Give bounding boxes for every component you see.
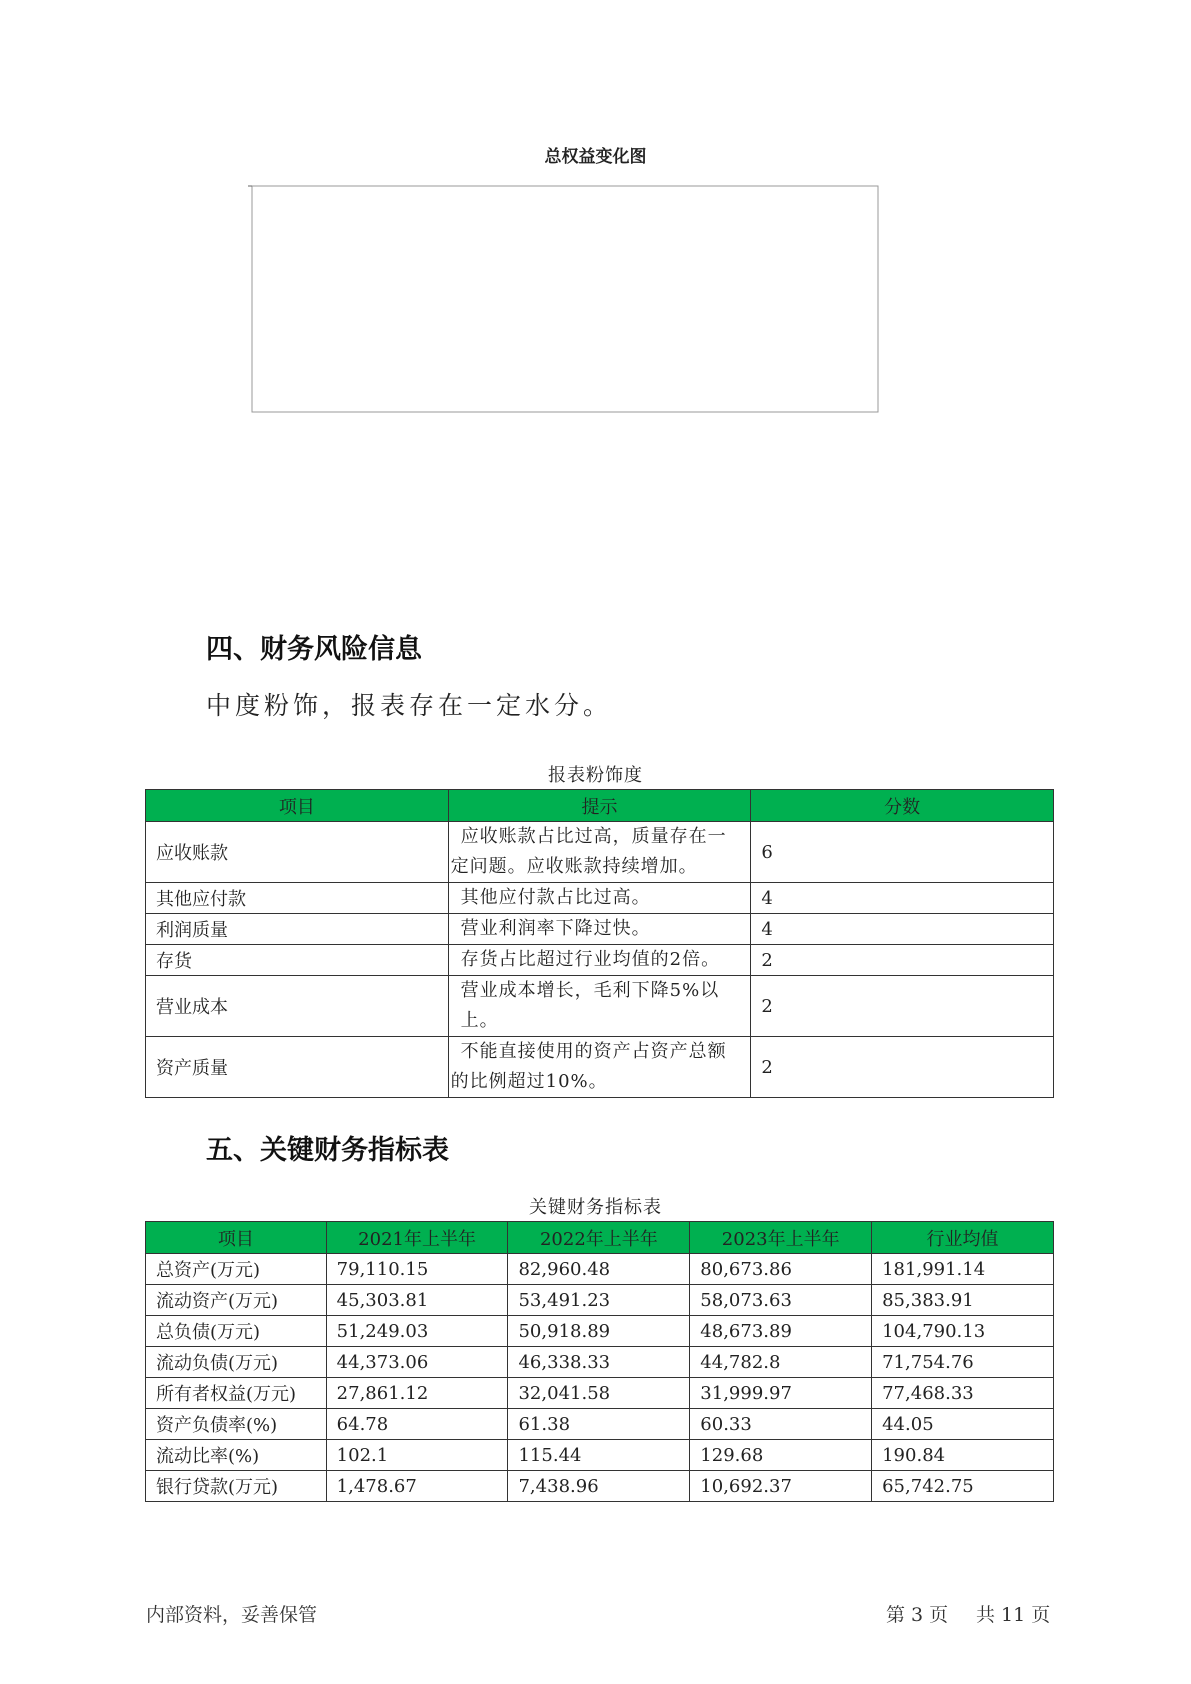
header-cell: 2022年上半年 (508, 1222, 690, 1254)
section4-heading: 四、财务风险信息 (206, 634, 422, 665)
indicator-value: 10,692.37 (690, 1471, 872, 1502)
risk-hint-line: 营业成本增长，毛利下降5%以上。 (460, 980, 720, 1031)
indicator-value: 190.84 (872, 1440, 1054, 1471)
section5-heading: 五、关键财务指标表 (206, 1135, 449, 1166)
indicator-name: 所有者权益(万元) (146, 1378, 327, 1409)
indicator-name: 流动比率(%) (146, 1440, 327, 1471)
table-row (146, 883, 1054, 914)
footer-page-number: 第 3 页 (886, 1604, 949, 1626)
indicator-value: 77,468.33 (872, 1378, 1054, 1409)
indicator-value: 80,673.86 (690, 1254, 872, 1285)
risk-hint-line: 存货占比超过行业均值的2倍。 (460, 949, 721, 970)
risk-item: 其他应付款 (146, 883, 449, 914)
indicator-value: 115.44 (508, 1440, 690, 1471)
risk-hint-line: 定问题。应收账款持续增加。 (450, 856, 698, 877)
indicator-table-caption: 关键财务指标表 (529, 1197, 662, 1218)
indicator-value: 71,754.76 (872, 1347, 1054, 1378)
indicator-value: 44,782.8 (690, 1347, 872, 1378)
footer-total-pages: 共 11 页 (976, 1604, 1051, 1626)
indicator-value: 31,999.97 (690, 1378, 872, 1409)
header-cell: 2023年上半年 (690, 1222, 872, 1254)
risk-item: 利润质量 (146, 914, 449, 945)
indicator-value: 50,918.89 (508, 1316, 690, 1347)
table-row (146, 945, 1054, 976)
table-row (146, 1316, 1054, 1347)
indicator-value: 104,790.13 (872, 1316, 1054, 1347)
footer-confidential: 内部资料，妥善保管 (146, 1604, 318, 1626)
indicator-value: 181,991.14 (872, 1254, 1054, 1285)
indicator-value: 64.78 (326, 1409, 508, 1440)
header-cell: 行业均值 (872, 1222, 1054, 1254)
header-cell: 分数 (751, 790, 1054, 822)
indicator-table-header (146, 1222, 1054, 1254)
risk-hint-line: 其他应付款占比过高。 (460, 887, 651, 908)
table-row (146, 976, 1054, 1037)
indicator-value: 60.33 (690, 1409, 872, 1440)
risk-table-caption: 报表粉饰度 (548, 765, 643, 786)
indicator-name: 总资产(万元) (146, 1254, 327, 1285)
risk-hint (448, 1037, 751, 1098)
header-cell: 2021年上半年 (326, 1222, 508, 1254)
indicator-value: 79,110.15 (326, 1254, 508, 1285)
indicator-value: 7,438.96 (508, 1471, 690, 1502)
indicator-table (145, 1221, 1054, 1502)
risk-item: 存货 (146, 945, 449, 976)
indicator-value: 32,041.58 (508, 1378, 690, 1409)
risk-hint-line: 不能直接使用的资产占资产总额 (460, 1041, 727, 1062)
indicator-value: 48,673.89 (690, 1316, 872, 1347)
risk-hint-line: 应收账款占比过高，质量存在一 (460, 826, 727, 847)
indicator-value: 44.05 (872, 1409, 1054, 1440)
risk-hint-line: 的比例超过10%。 (450, 1071, 608, 1092)
risk-score: 4 (751, 883, 1054, 914)
indicator-value: 46,338.33 (508, 1347, 690, 1378)
risk-hint (448, 976, 751, 1037)
risk-item: 资产质量 (146, 1037, 449, 1098)
chart-title: 总权益变化图 (544, 147, 647, 167)
equity-chart (170, 170, 1000, 590)
table-row (146, 1347, 1054, 1378)
risk-hint (448, 945, 751, 976)
indicator-value: 82,960.48 (508, 1254, 690, 1285)
header-cell: 提示 (448, 790, 751, 822)
risk-score: 4 (751, 914, 1054, 945)
indicator-name: 银行贷款(万元) (146, 1471, 327, 1502)
indicator-name: 流动负债(万元) (146, 1347, 327, 1378)
risk-item: 营业成本 (146, 976, 449, 1037)
indicator-value: 129.68 (690, 1440, 872, 1471)
risk-item: 应收账款 (146, 822, 449, 883)
table-row (146, 1378, 1054, 1409)
indicator-name: 资产负债率(%) (146, 1409, 327, 1440)
table-row (146, 1254, 1054, 1285)
indicator-value: 27,861.12 (326, 1378, 508, 1409)
plot-frame (252, 186, 878, 412)
header-cell: 项目 (146, 790, 449, 822)
risk-score: 2 (751, 976, 1054, 1037)
table-row (146, 1409, 1054, 1440)
table-row (146, 1471, 1054, 1502)
table-row (146, 1285, 1054, 1316)
risk-table (145, 789, 1054, 1098)
indicator-value: 44,373.06 (326, 1347, 508, 1378)
risk-hint-line: 营业利润率下降过快。 (460, 918, 651, 939)
indicator-value: 65,742.75 (872, 1471, 1054, 1502)
indicator-value: 1,478.67 (326, 1471, 508, 1502)
indicator-value: 61.38 (508, 1409, 690, 1440)
table-row (146, 1440, 1054, 1471)
table-row (146, 1037, 1054, 1098)
risk-hint (448, 822, 751, 883)
table-row (146, 822, 1054, 883)
section4-text: 中度粉饰，报表存在一定水分。 (206, 691, 613, 720)
indicator-value: 102.1 (326, 1440, 508, 1471)
risk-score: 2 (751, 945, 1054, 976)
indicator-value: 58,073.63 (690, 1285, 872, 1316)
risk-score: 6 (751, 822, 1054, 883)
indicator-name: 总负债(万元) (146, 1316, 327, 1347)
risk-hint (448, 914, 751, 945)
indicator-value: 51,249.03 (326, 1316, 508, 1347)
header-cell: 项目 (146, 1222, 327, 1254)
indicator-value: 85,383.91 (872, 1285, 1054, 1316)
risk-table-header (146, 790, 1054, 822)
table-row (146, 914, 1054, 945)
risk-hint (448, 883, 751, 914)
risk-score: 2 (751, 1037, 1054, 1098)
indicator-name: 流动资产(万元) (146, 1285, 327, 1316)
indicator-value: 53,491.23 (508, 1285, 690, 1316)
indicator-value: 45,303.81 (326, 1285, 508, 1316)
